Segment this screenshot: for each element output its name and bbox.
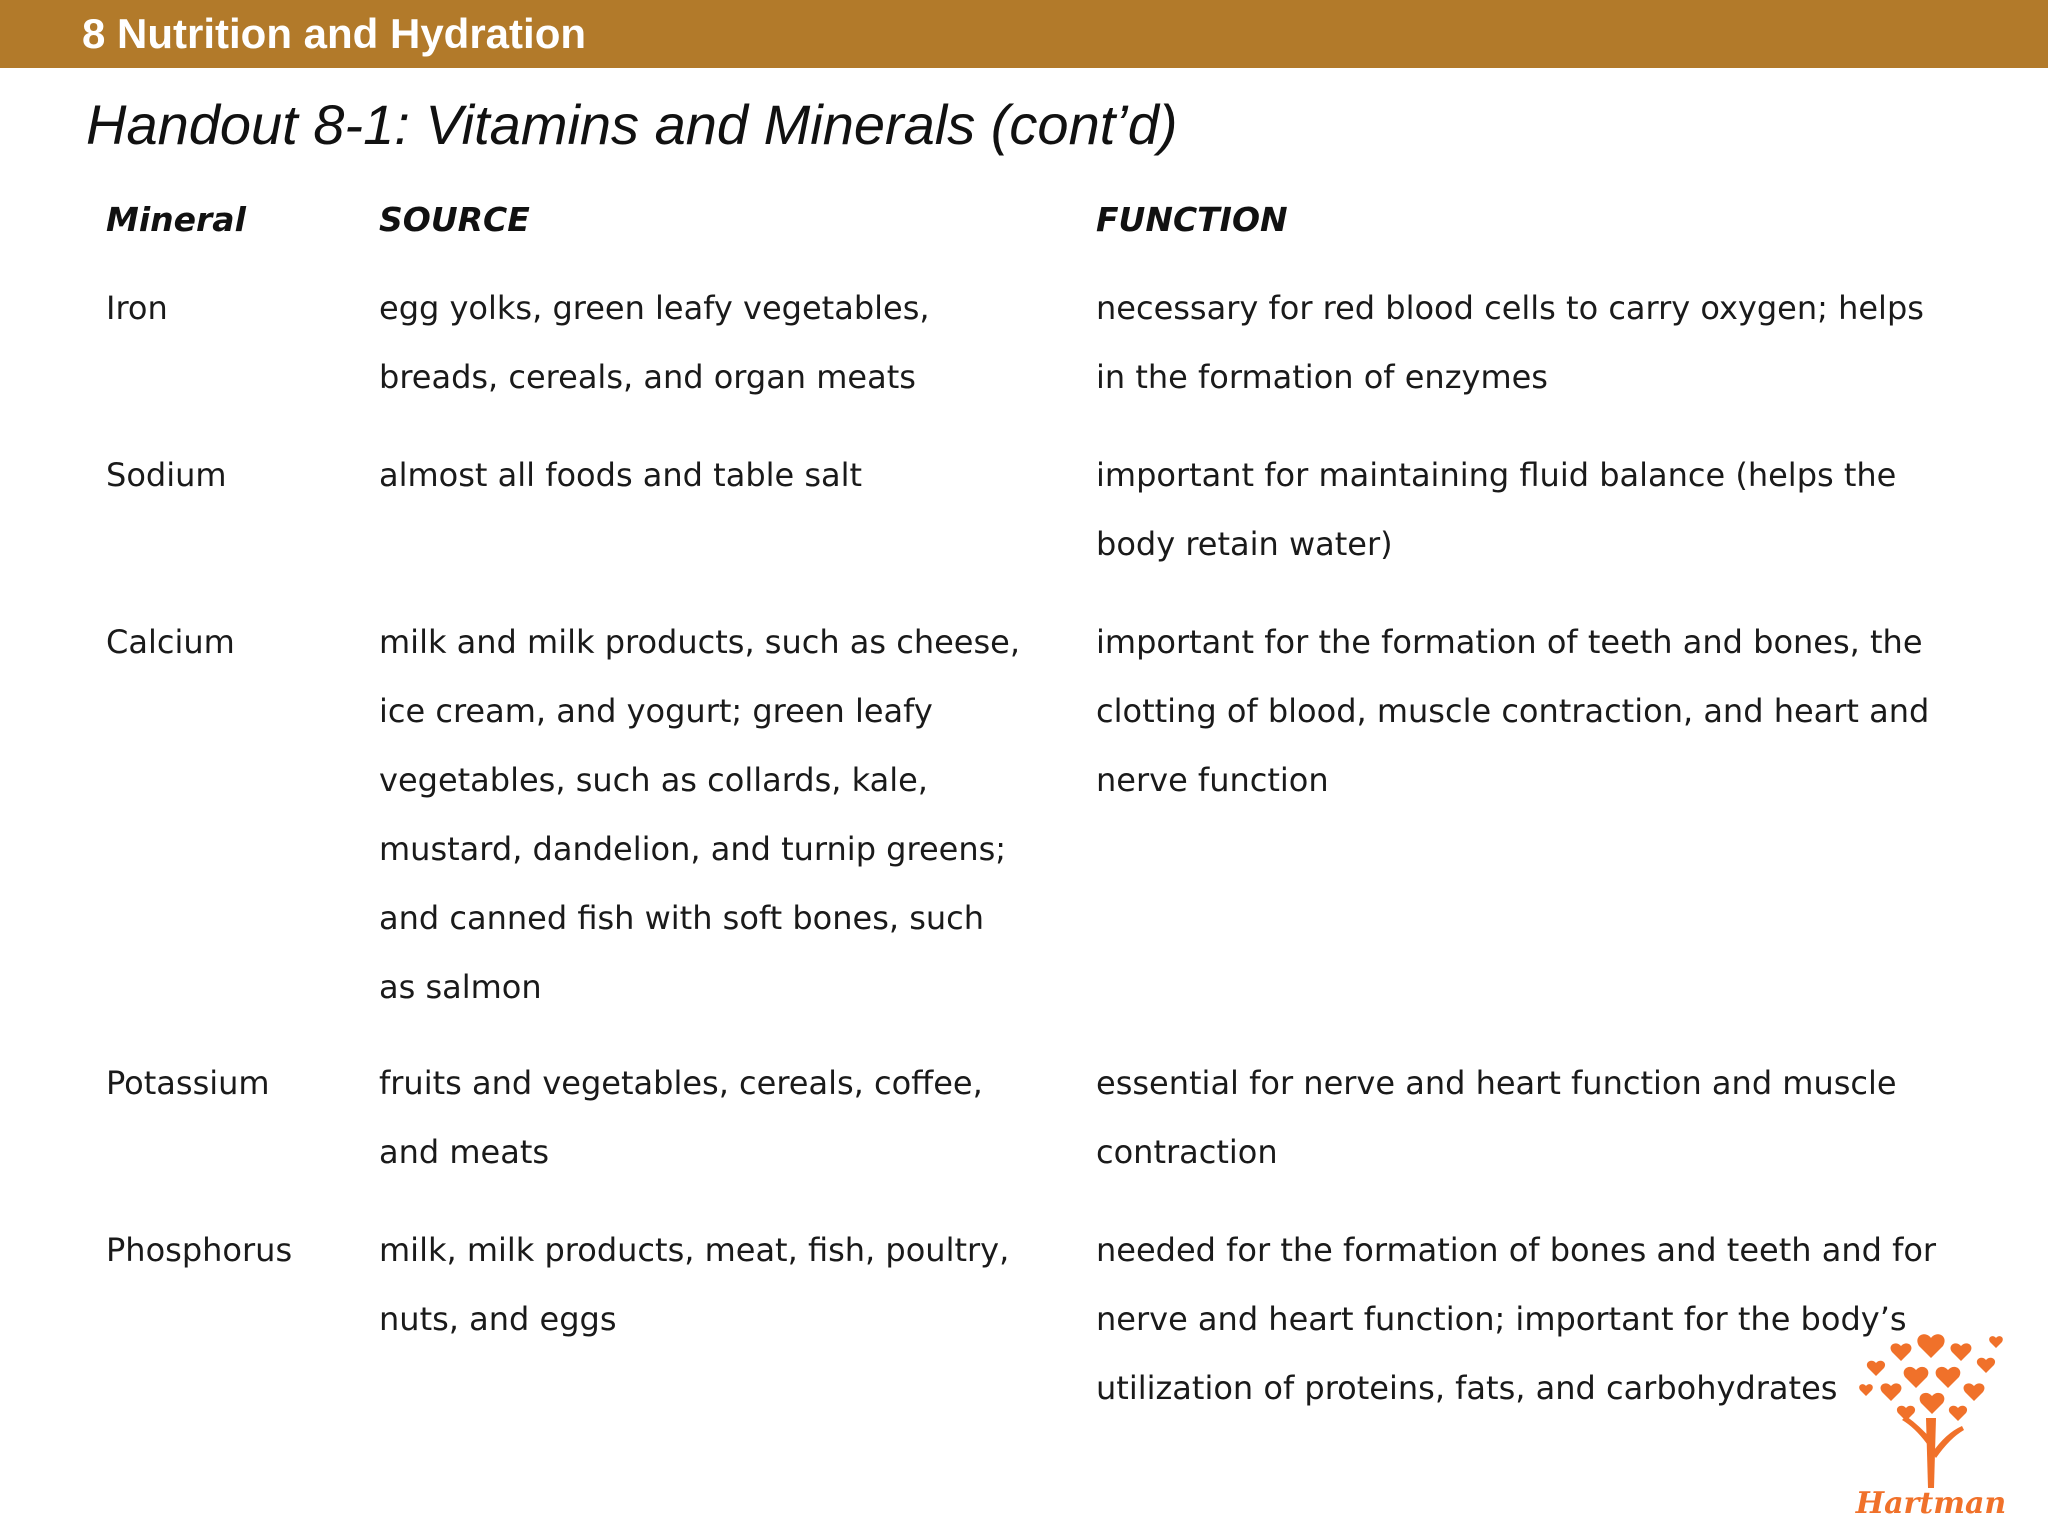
source-line: breads, cereals, and organ meats: [379, 358, 916, 396]
function-cell: [1096, 441, 1996, 579]
source-line: and meats: [379, 1133, 550, 1171]
function-line: clotting of blood, muscle contraction, and heart and: [1096, 692, 1930, 730]
function-cell: [1096, 608, 1996, 815]
column-header-source: SOURCE: [379, 200, 530, 239]
function-line: body retain water): [1096, 525, 1393, 563]
hartman-logo: [1846, 1308, 2016, 1520]
source-cell: [379, 441, 1059, 510]
chapter-title: 8 Nutrition and Hydration: [82, 10, 586, 57]
function-line: important for the formation of teeth and bones, the: [1096, 623, 1923, 661]
source-line: mustard, dandelion, and turnip greens;: [379, 830, 1007, 868]
source-cell: [379, 274, 1059, 412]
column-header-function: FUNCTION: [1096, 200, 1288, 239]
function-line: important for maintaining fluid balance (helps the: [1096, 456, 1897, 494]
function-line: utilization of proteins, fats, and carbohydrates: [1096, 1369, 1838, 1407]
function-line: contraction: [1096, 1133, 1278, 1171]
source-cell: [379, 1049, 1059, 1187]
source-cell: [379, 1216, 1059, 1354]
mineral-name: Iron: [106, 289, 168, 327]
function-line: essential for nerve and heart function and muscle: [1096, 1064, 1897, 1102]
mineral-name: Sodium: [106, 456, 227, 494]
source-cell: [379, 608, 1059, 1022]
mineral-name: Potassium: [106, 1064, 270, 1102]
source-line: and canned fish with soft bones, such: [379, 899, 985, 937]
source-line: vegetables, such as collards, kale,: [379, 761, 928, 799]
page-title: Handout 8-1: Vitamins and Minerals (cont’d): [86, 93, 1178, 156]
heart-tree-icon: [1846, 1308, 2016, 1520]
function-line: needed for the formation of bones and teeth and for: [1096, 1231, 1937, 1269]
source-line: egg yolks, green leafy vegetables,: [379, 289, 930, 327]
source-line: almost all foods and table salt: [379, 456, 863, 494]
mineral-name: Phosphorus: [106, 1231, 293, 1269]
function-line: in the formation of enzymes: [1096, 358, 1548, 396]
source-line: milk, milk products, meat, fish, poultry,: [379, 1231, 1010, 1269]
mineral-name: Calcium: [106, 623, 235, 661]
source-line: as salmon: [379, 968, 542, 1006]
source-line: ice cream, and yogurt; green leafy: [379, 692, 933, 730]
column-header-mineral: Mineral: [106, 200, 246, 239]
function-cell: [1096, 274, 1996, 412]
function-line: nerve and heart function; important for the body’s: [1096, 1300, 1907, 1338]
source-line: fruits and vegetables, cereals, coffee,: [379, 1064, 983, 1102]
function-cell: [1096, 1049, 1996, 1187]
source-line: milk and milk products, such as cheese,: [379, 623, 1021, 661]
function-line: nerve function: [1096, 761, 1329, 799]
logo-wordmark: Hartman: [1855, 1486, 2007, 1520]
source-line: nuts, and eggs: [379, 1300, 617, 1338]
function-line: necessary for red blood cells to carry oxygen; helps: [1096, 289, 1924, 327]
chapter-header-bar: [0, 0, 2048, 68]
